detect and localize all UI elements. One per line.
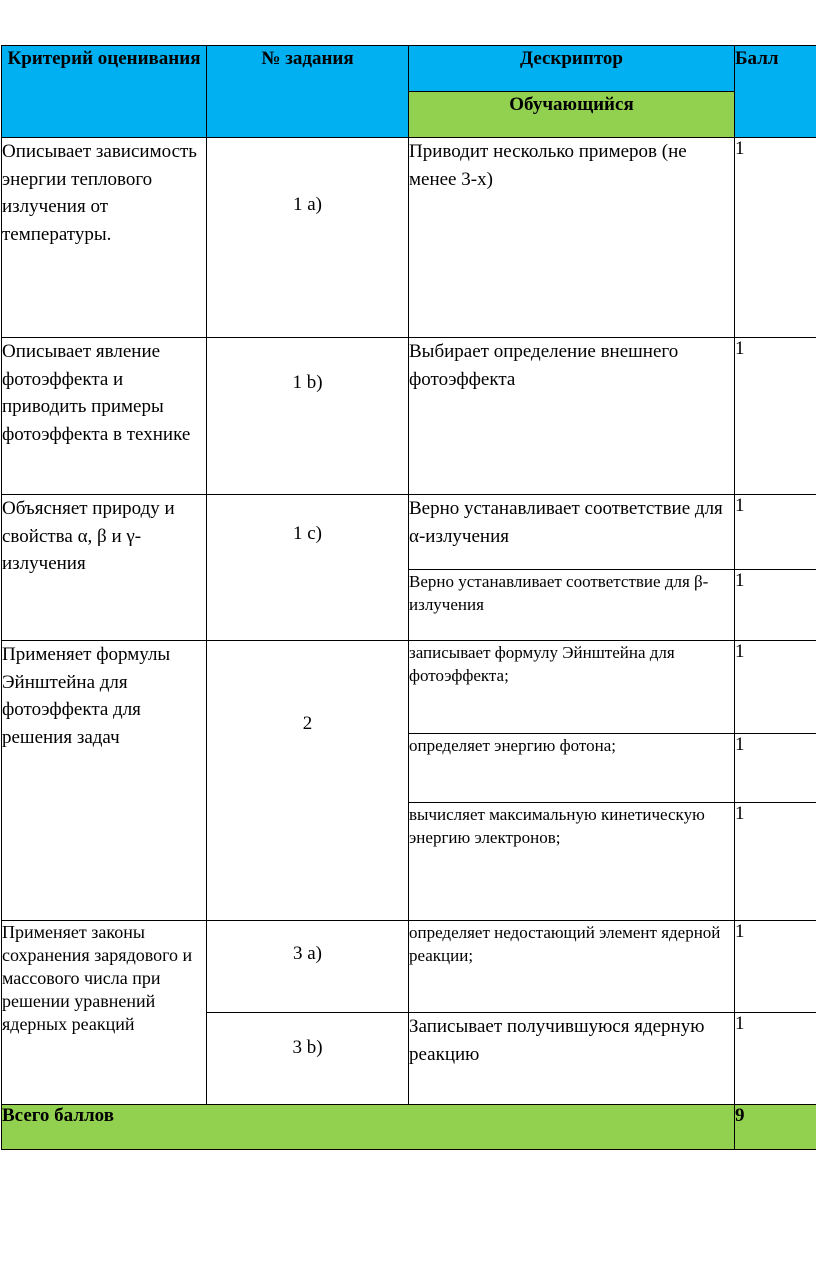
descriptor-cell: определяет энергию фотона; <box>409 734 735 803</box>
assessment-rubric-table <box>1 45 816 1150</box>
header-row <box>2 46 816 92</box>
header-score: Балл <box>735 46 816 138</box>
criterion-cell: Применяет формулы Эйнштейна для фотоэффекта для решения задач <box>2 641 207 921</box>
task-number-cell: 3 b) <box>207 1013 409 1105</box>
header-criterion: Критерий оценивания <box>2 46 207 138</box>
score-cell: 1 <box>735 138 816 338</box>
criterion-cell: Объясняет природу и свойства α, β и γ-излучения <box>2 495 207 641</box>
header-task-number: № задания <box>207 46 409 138</box>
descriptor-cell: определяет недостающий элемент ядерной реакции; <box>409 921 735 1013</box>
score-cell: 1 <box>735 495 816 570</box>
criterion-cell: Описывает зависимость энергии теплового излучения от температуры. <box>2 138 207 338</box>
descriptor-cell: Верно устанавливает соответствие для β-излучения <box>409 570 735 641</box>
score-cell: 1 <box>735 641 816 734</box>
descriptor-cell: Записывает получившуюся ядерную реакцию <box>409 1013 735 1105</box>
task-number-cell: 1 a) <box>207 138 409 338</box>
descriptor-cell: Верно устанавливает соответствие для α-излучения <box>409 495 735 570</box>
total-row <box>2 1105 816 1150</box>
score-cell: 1 <box>735 1013 816 1105</box>
criterion-cell: Применяет законы сохранения зарядового и массового числа при решении уравнений ядерных реакций <box>2 921 207 1105</box>
task-number-cell: 1 b) <box>207 338 409 495</box>
table-row <box>2 338 816 495</box>
header-learner: Обучающийся <box>409 92 735 138</box>
task-number-cell: 1 c) <box>207 495 409 641</box>
table-row <box>2 495 816 570</box>
table-row <box>2 641 816 734</box>
table-row <box>2 921 816 1013</box>
descriptor-cell: Приводит несколько примеров (не менее 3-х) <box>409 138 735 338</box>
score-cell: 1 <box>735 734 816 803</box>
score-cell: 1 <box>735 921 816 1013</box>
descriptor-cell: вычисляет максимальную кинетическую энергию электронов; <box>409 803 735 921</box>
total-score: 9 <box>735 1105 816 1150</box>
score-cell: 1 <box>735 803 816 921</box>
task-number-cell: 3 a) <box>207 921 409 1013</box>
header-descriptor: Дескриптор <box>409 46 735 92</box>
descriptor-cell: записывает формулу Эйнштейна для фотоэффекта; <box>409 641 735 734</box>
descriptor-cell: Выбирает определение внешнего фотоэффекта <box>409 338 735 495</box>
criterion-cell: Описывает явление фотоэффекта и приводить примеры фотоэффекта в технике <box>2 338 207 495</box>
task-number-cell: 2 <box>207 641 409 921</box>
score-cell: 1 <box>735 570 816 641</box>
total-label: Всего баллов <box>2 1105 735 1150</box>
score-cell: 1 <box>735 338 816 495</box>
table-row <box>2 138 816 338</box>
